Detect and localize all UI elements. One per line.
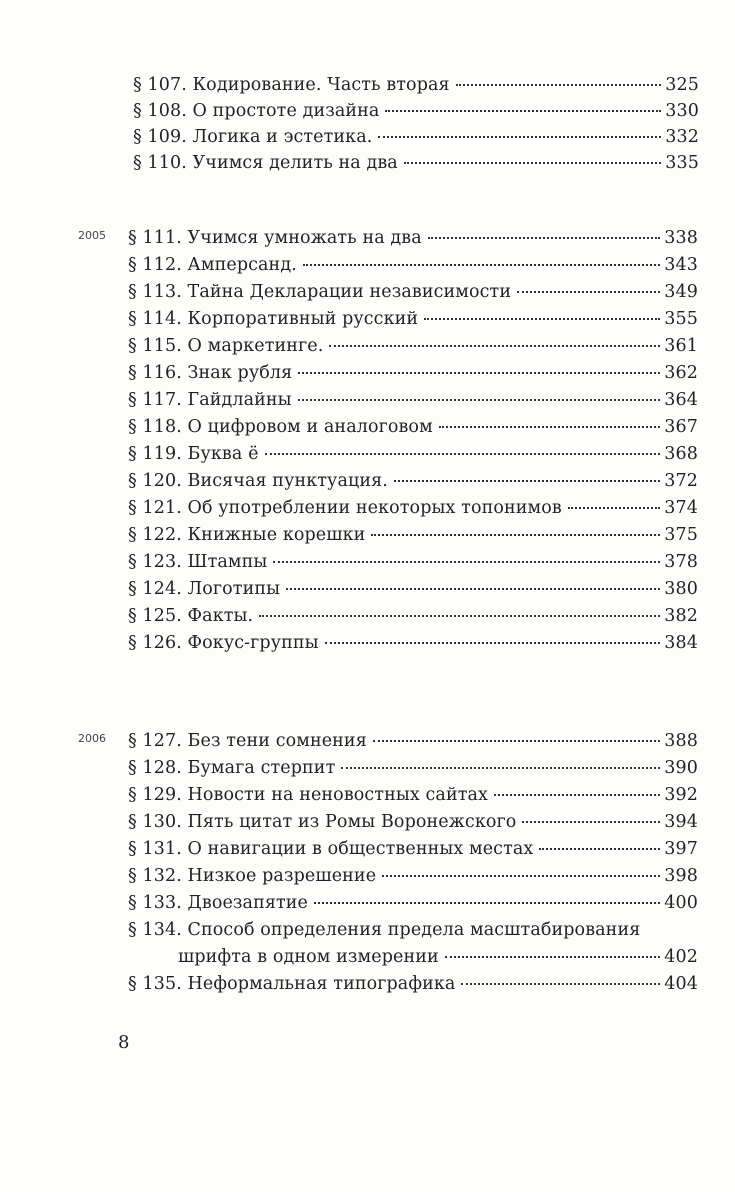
entry-title: § 125. Факты. (128, 606, 254, 626)
entry-title: § 120. Висячая пунктуация. (128, 471, 388, 491)
entry-title: § 118. О цифровом и аналоговом (128, 417, 433, 437)
dot-leader (522, 821, 660, 823)
entry-page: 332 (665, 127, 699, 147)
entry-page: 338 (664, 228, 698, 248)
entry-title: § 124. Логотипы (128, 579, 281, 599)
dot-leader (371, 534, 660, 536)
dot-leader (461, 983, 660, 985)
entry-page: 325 (665, 75, 699, 95)
entry-page: 335 (665, 153, 699, 173)
toc-entry (128, 387, 698, 414)
toc-entry (128, 890, 698, 917)
entry-title: § 113. Тайна Декларации независимости (128, 282, 512, 302)
dot-leader (298, 399, 661, 401)
dot-leader (385, 110, 661, 112)
entry-page: 397 (664, 839, 698, 859)
entry-page: 355 (664, 309, 698, 329)
entry-title: § 117. Гайдлайны (128, 390, 292, 410)
toc-entry (128, 782, 698, 809)
toc-entry (128, 630, 698, 657)
dot-leader (428, 237, 661, 239)
entry-title: § 116. Знак рубля (128, 363, 293, 383)
dot-leader (273, 561, 660, 563)
toc-entry (128, 971, 698, 998)
dot-leader (445, 956, 661, 958)
dot-leader (314, 902, 660, 904)
entry-title: § 133. Двоезапятие (128, 893, 308, 913)
dot-leader (373, 740, 660, 742)
dot-leader (298, 372, 660, 374)
entry-page: 330 (665, 101, 699, 121)
entry-page: 372 (664, 471, 698, 491)
entry-title: § 135. Неформальная типографика (128, 974, 456, 994)
entry-page: 349 (664, 282, 698, 302)
toc-entry (128, 522, 698, 549)
year-label: 2005 (78, 229, 106, 242)
toc-entry (128, 279, 698, 306)
dot-leader (265, 453, 661, 455)
entry-title: § 111. Учимся умножать на два (128, 228, 422, 248)
toc-entry (133, 124, 699, 150)
entry-title: § 109. Логика и эстетика. (133, 127, 373, 147)
entry-page: 364 (664, 390, 698, 410)
entry-page: 392 (664, 785, 698, 805)
dot-leader (517, 291, 660, 293)
entry-title: § 115. О маркетинге. (128, 336, 324, 356)
dot-leader (341, 767, 660, 769)
toc-group (0, 72, 735, 176)
dot-leader (456, 84, 662, 86)
toc-entry (128, 549, 698, 576)
entry-page: 362 (664, 363, 698, 383)
toc-entry (128, 755, 698, 782)
entry-title: § 114. Корпоративный русский (128, 309, 419, 329)
toc-entry (128, 836, 698, 863)
toc-entry (133, 150, 699, 176)
toc-entry (133, 98, 699, 124)
entry-title: § 126. Фокус-группы (128, 633, 319, 653)
toc-entry (128, 495, 698, 522)
entry-title: § 119. Буква ё (128, 444, 259, 464)
entry-page: 394 (664, 812, 698, 832)
entry-page: 398 (664, 866, 698, 886)
entry-page: 390 (664, 758, 698, 778)
toc-entry (128, 576, 698, 603)
toc-entry-multiline (128, 917, 698, 971)
entry-page: 400 (664, 893, 698, 913)
dot-leader (424, 318, 660, 320)
toc-entry (128, 252, 698, 279)
entry-page: 375 (664, 525, 698, 545)
entry-page: 382 (664, 606, 698, 626)
entry-title: § 112. Амперсанд. (128, 255, 297, 275)
dot-leader (259, 615, 660, 617)
dot-leader (394, 480, 660, 482)
toc-group-2005 (0, 225, 735, 657)
toc-entry (128, 809, 698, 836)
dot-leader (494, 794, 660, 796)
dot-leader (325, 642, 661, 644)
entry-title: § 108. О простоте дизайна (133, 101, 380, 121)
dot-leader (568, 507, 660, 509)
entry-title: § 128. Бумага стерпит (128, 758, 336, 778)
toc-entry (128, 441, 698, 468)
toc-entry (128, 728, 698, 755)
entry-page: 367 (664, 417, 698, 437)
toc-entry (128, 225, 698, 252)
entry-page: 404 (664, 974, 698, 994)
dot-leader (378, 136, 661, 138)
toc-entry (128, 333, 698, 360)
toc-entry (128, 603, 698, 630)
entry-page: 384 (664, 633, 698, 653)
toc-entry (128, 360, 698, 387)
toc-entry (133, 72, 699, 98)
entry-title: § 123. Штампы (128, 552, 268, 572)
dot-leader (439, 426, 661, 428)
page-number: 8 (118, 1032, 130, 1053)
entry-page: 402 (664, 947, 698, 967)
entry-title: § 127. Без тени сомнения (128, 731, 367, 751)
entry-title: § 132. Низкое разрешение (128, 866, 377, 886)
entry-page: 380 (664, 579, 698, 599)
entry-title: § 134. Способ определения предела масштабирования (128, 920, 641, 940)
entry-title-continuation: шрифта в одном измерении (178, 947, 439, 967)
entry-page: 368 (664, 444, 698, 464)
toc-entry (128, 306, 698, 333)
toc-entry (128, 863, 698, 890)
entry-title: § 107. Кодирование. Часть вторая (133, 75, 450, 95)
dot-leader (329, 345, 660, 347)
entry-title: § 131. О навигации в общественных местах (128, 839, 534, 859)
toc-entry (128, 414, 698, 441)
entry-title: § 110. Учимся делить на два (133, 153, 398, 173)
entry-title: § 122. Книжные корешки (128, 525, 366, 545)
entry-page: 374 (664, 498, 698, 518)
entry-title: § 130. Пять цитат из Ромы Воронежского (128, 812, 517, 832)
dot-leader (286, 588, 660, 590)
toc-group-2006 (0, 728, 735, 998)
entry-title: § 121. Об употреблении некоторых топонимов (128, 498, 562, 518)
year-label: 2006 (78, 732, 106, 745)
entry-page: 361 (664, 336, 698, 356)
toc-entry (128, 468, 698, 495)
dot-leader (303, 264, 660, 266)
dot-leader (404, 162, 661, 164)
entry-page: 378 (664, 552, 698, 572)
entry-page: 343 (664, 255, 698, 275)
dot-leader (382, 875, 660, 877)
dot-leader (539, 848, 660, 850)
entry-page: 388 (664, 731, 698, 751)
entry-title: § 129. Новости на неновостных сайтах (128, 785, 488, 805)
